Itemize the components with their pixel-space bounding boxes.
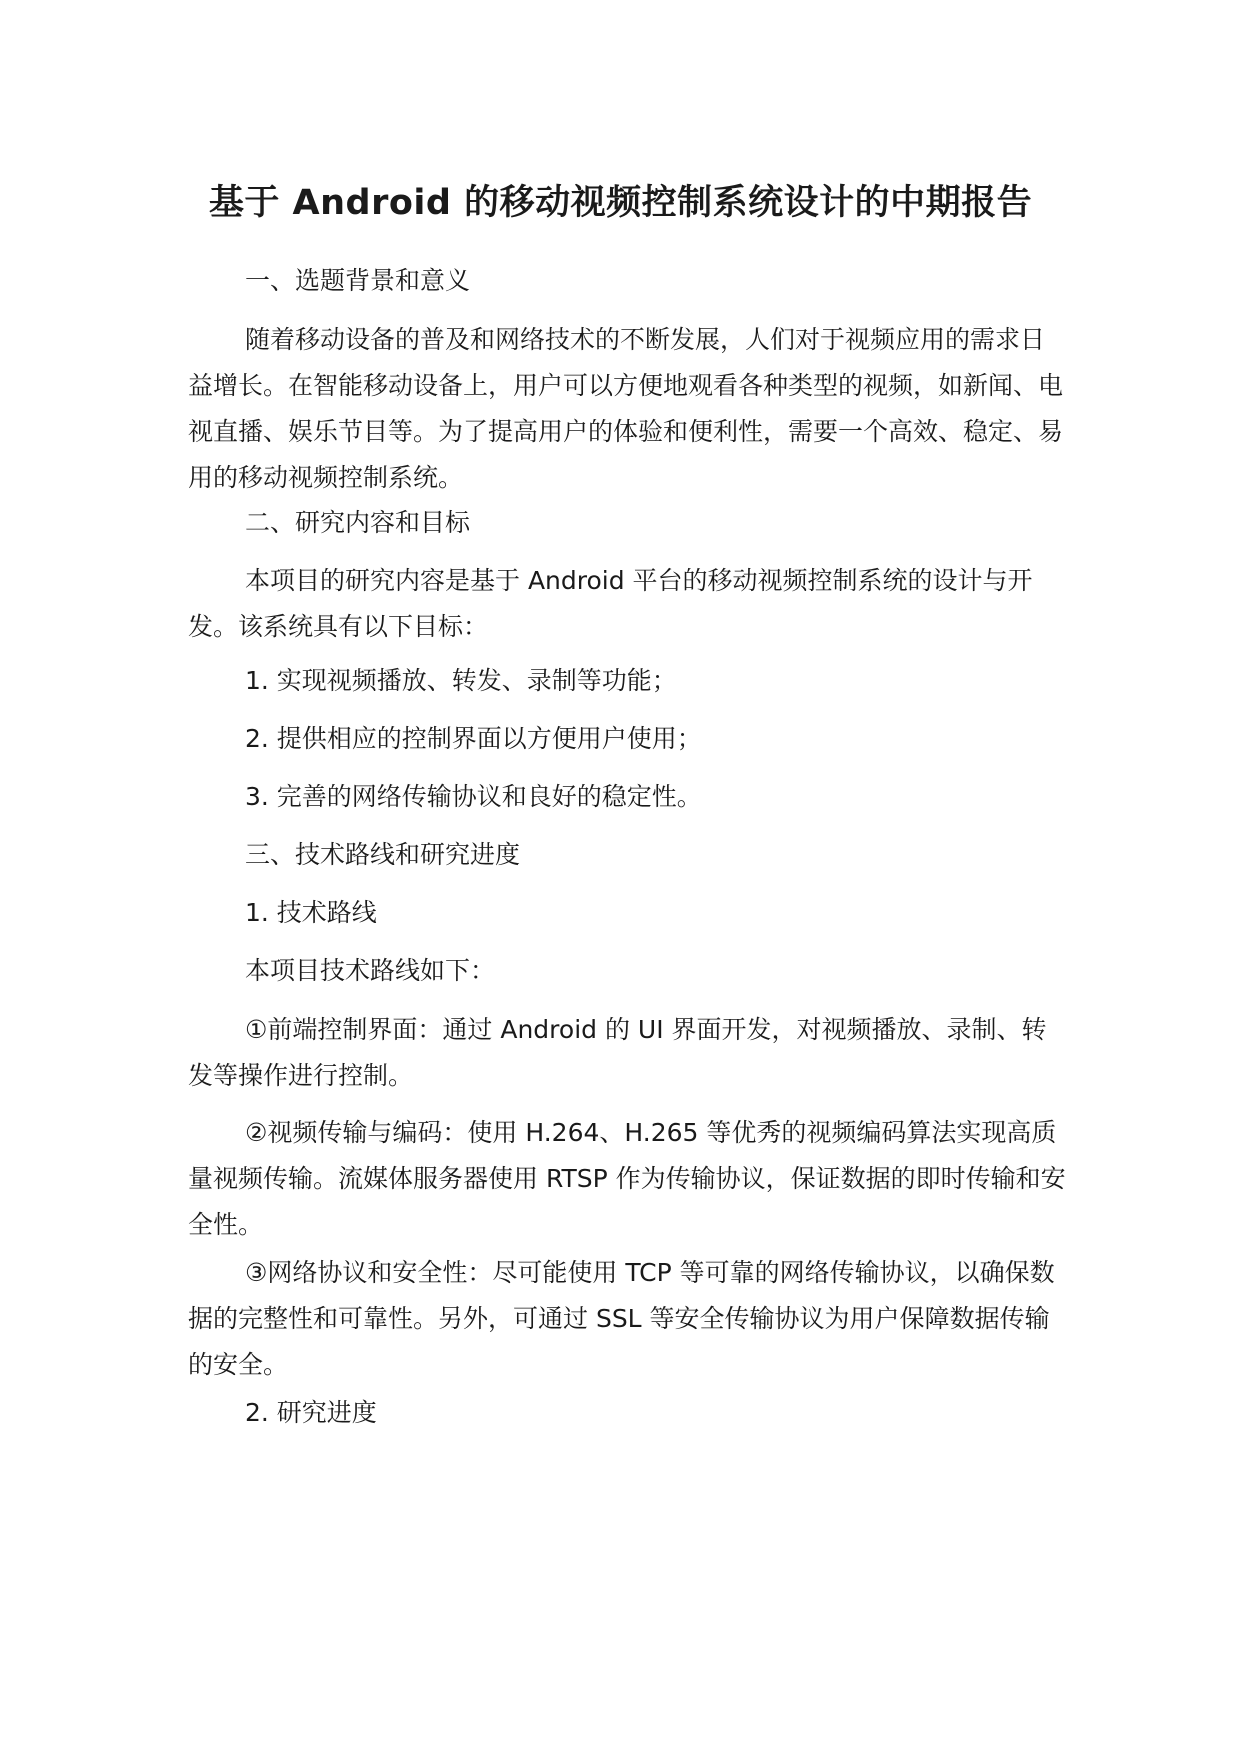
route-item-network-security: ③网络协议和安全性：尽可能使用 TCP 等可靠的网络传输协议，以确保数据的完整性和可靠性。另外，可通过 SSL 等安全传输协议为用户保障数据传输的安全。 [188, 1258, 1055, 1379]
route-item-frontend: ①前端控制界面：通过 Android 的 UI 界面开发，对视频播放、录制、转发等操作进行控制。 [188, 1015, 1047, 1090]
subheading-tech-route: 1. 技术路线 [245, 898, 377, 927]
goal-item-2: 2. 提供相应的控制界面以方便用户使用； [245, 724, 702, 753]
section-heading-content-goals: 二、研究内容和目标 [245, 508, 471, 537]
route-item-video-transport: ②视频传输与编码：使用 H.264、H.265 等优秀的视频编码算法实现高质量视频传输。流媒体服务器使用 RTSP 作为传输协议，保证数据的即时传输和安全性。 [188, 1118, 1066, 1239]
goal-item-1: 1. 实现视频播放、转发、录制等功能； [245, 666, 677, 695]
paragraph-background: 随着移动设备的普及和网络技术的不断发展，人们对于视频应用的需求日益增长。在智能移动设备上，用户可以方便地观看各种类型的视频，如新闻、电视直播、娱乐节目等。为了提高用户的体验和便利性，需要一个高效、稳定、易用的移动视频控制系统。 [188, 325, 1064, 492]
subheading-research-progress: 2. 研究进度 [245, 1398, 377, 1427]
paragraph-tech-route-intro: 本项目技术路线如下： [245, 956, 496, 985]
document-title: 基于 Android 的移动视频控制系统设计的中期报告 [208, 183, 1033, 223]
section-heading-tech-progress: 三、技术路线和研究进度 [245, 840, 521, 869]
goal-item-3: 3. 完善的网络传输协议和良好的稳定性。 [245, 782, 702, 811]
paragraph-content: 本项目的研究内容是基于 Android 平台的移动视频控制系统的设计与开发。该系统具有以下目标： [188, 566, 1033, 641]
section-heading-background: 一、选题背景和意义 [245, 266, 471, 295]
